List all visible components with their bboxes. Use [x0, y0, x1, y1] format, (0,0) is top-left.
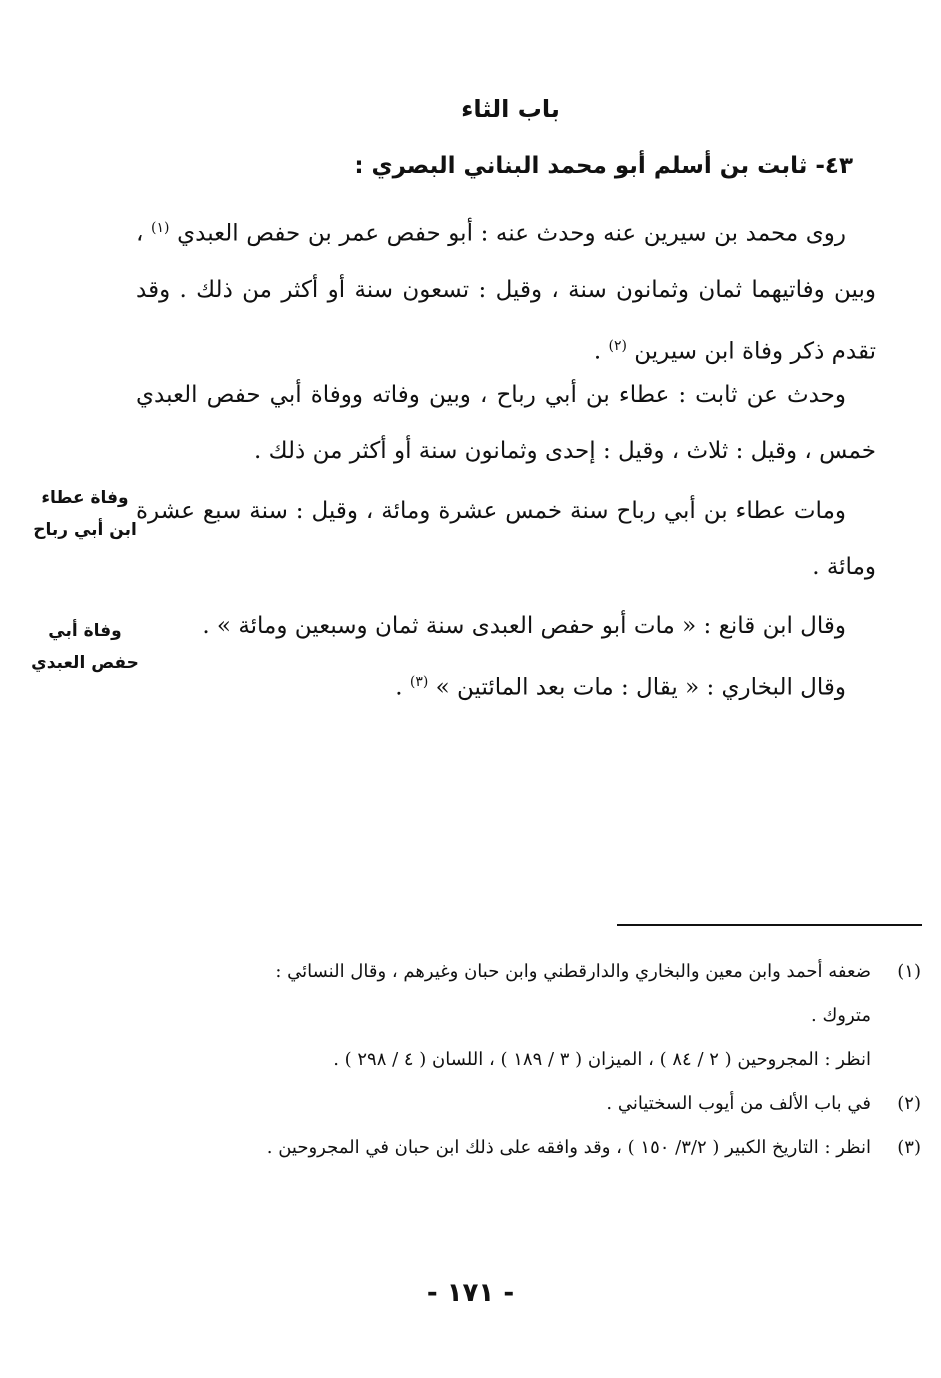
footnote-divider [617, 924, 922, 926]
margin-note-ata-death: وفاة عطاء ابن أبي رباح [33, 488, 137, 540]
paragraph-4: وقال ابن قانع : « مات أبو حفص العبدى سنة ثمان وسبعين ومائة » . [202, 613, 846, 639]
paragraph-2: وحدث عن ثابت : عطاء بن أبي رباح ، وبين وفاته ووفاة أبي حفص العبدي خمس ، وقيل : ثلاث ، وقيل : إحدى وثمانون سنة أو أكثر من ذلك . [136, 382, 876, 464]
footnote-ref-1: (١) [151, 220, 170, 236]
footnote-1-continuation: متروك . [811, 1005, 871, 1026]
paragraph-1 [136, 200, 876, 379]
paragraph-5-text-b: . [395, 674, 403, 701]
footnote-ref-2: (٢) [608, 337, 627, 354]
footnote-3 [141, 1126, 921, 1170]
footnote-number: (٣) [897, 1137, 921, 1158]
footnote-number: (١) [897, 961, 921, 982]
entry-heading: ٤٣- ثابت بن أسلم أبو محمد البناني البصري : [354, 153, 853, 179]
footnotes [141, 950, 921, 1170]
footnote-text: انظر : التاريخ الكبير ( ٣/٢/ ١٥٠ ) ، وقد وافقه على ذلك ابن حبان في المجروحين . [266, 1137, 871, 1158]
paragraph-3: ومات عطاء بن أبي رباح سنة خمس عشرة ومائة ، وقيل : سنة سبع عشرة ومائة . [136, 498, 876, 580]
footnote-1-sources: انظر : المجروحين ( ٢ / ٨٤ ) ، الميزان ( ٣ / ١٨٩ ) ، اللسان ( ٤ / ٢٩٨ ) . [333, 1049, 871, 1070]
footnote-text: ضعفه أحمد وابن معين والبخاري والدارقطني وابن حبان وغيرهم ، وقال النسائي : [275, 961, 871, 982]
footnote-2 [141, 1082, 921, 1126]
footnote-1 [141, 950, 921, 994]
page-number: - ١٧١ - [426, 1278, 515, 1308]
paragraph-5 [136, 654, 876, 716]
footnote-number: (٢) [897, 1093, 921, 1114]
paragraph-1-text-b: ، وبين وفاتيهما ثمان وثمانون سنة ، وقيل : تسعون سنة أو أكثر من ذلك . وقد تقدم ذكر وفاة ابن سيرين [136, 220, 876, 365]
paragraph-1-text-a: روى محمد بن سيرين عنه وحدث عنه : أبو حفص عمر بن حفص العبدي [177, 220, 847, 247]
footnote-text: في باب الألف من أيوب السختياني . [606, 1093, 871, 1114]
chapter-title: باب الثاء [461, 95, 560, 123]
paragraph-1-text-c: . [593, 338, 602, 365]
margin-note-abu-hafs-death: وفاة أبي حفص العبدي [31, 621, 139, 673]
footnote-ref-3: (٣) [409, 674, 429, 690]
paragraph-5-text-a: وقال البخاري : « يقال : مات بعد المائتين » [435, 674, 846, 701]
